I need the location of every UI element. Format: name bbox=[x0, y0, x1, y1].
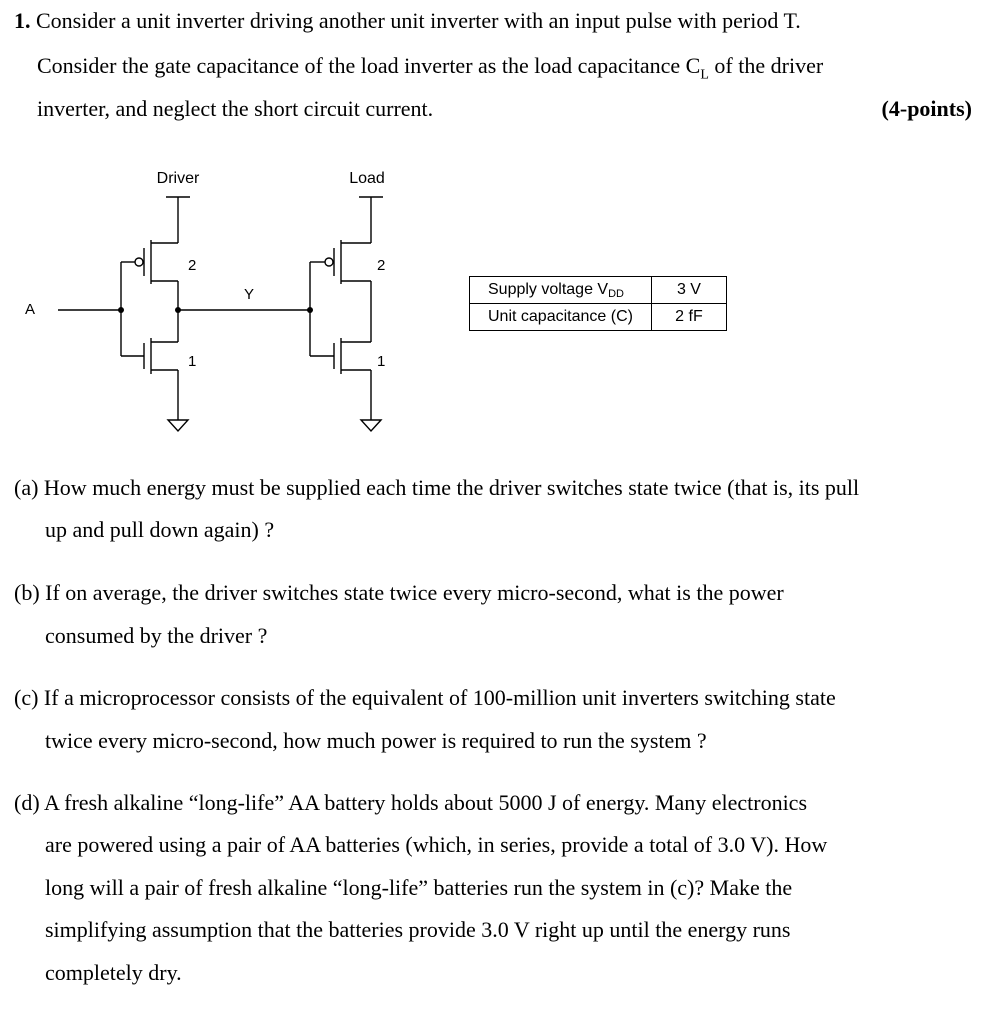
question-d-line-2: are powered using a pair of AA batteries (which, in series, provide a total of 3.0 V). How bbox=[45, 832, 828, 857]
parameter-table bbox=[469, 276, 727, 331]
points-label: (4-points) bbox=[881, 96, 972, 121]
problem-number: 1. bbox=[14, 8, 31, 33]
problem-statement-line-1 bbox=[14, 8, 801, 34]
table-row bbox=[470, 277, 727, 304]
node-y-label: Y bbox=[244, 286, 255, 303]
load-nmos-width: 1 bbox=[377, 353, 386, 370]
table-cell-label: Supply voltage $V_{DD}$ bbox=[470, 277, 652, 304]
question-d-line-5: completely dry. bbox=[45, 960, 182, 985]
question-c-line-1: (c) If a microprocessor consists of the equivalent of 100-million unit inverters switching state bbox=[14, 685, 836, 710]
question-d-line-4: simplifying assumption that the batteries provide 3.0 V right up until the energy runs bbox=[45, 917, 791, 942]
question-c-line-2: twice every micro-second, how much power is required to run the system ? bbox=[45, 728, 707, 753]
problem-text-1: Consider a unit inverter driving another unit inverter with an input pulse with period T. bbox=[36, 8, 801, 33]
table-row bbox=[470, 304, 727, 331]
load-ground-icon bbox=[361, 420, 381, 431]
table-cell-label: Unit capacitance (C) bbox=[470, 304, 652, 331]
input-a-label: A bbox=[25, 301, 36, 318]
problem-statement-line-2 bbox=[37, 53, 823, 88]
driver-pmos-width: 2 bbox=[188, 257, 197, 274]
inverter-circuit-diagram bbox=[0, 150, 470, 450]
input-junction-dot bbox=[118, 307, 124, 313]
question-d-line-3: long will a pair of fresh alkaline “long-life” batteries run the system in (c)? Make the bbox=[45, 875, 793, 900]
driver-label: Driver bbox=[156, 170, 200, 187]
problem-text-2a: Consider the gate capacitance of the load inverter as the load capacitance C bbox=[37, 53, 701, 78]
load-input-junction-dot bbox=[307, 307, 313, 313]
driver-output-junction-dot bbox=[175, 307, 181, 313]
driver-pmos-bubble bbox=[135, 258, 143, 266]
problem-statement-line-3 bbox=[37, 96, 433, 122]
table-cell-value: 3 V bbox=[651, 277, 726, 304]
load-pmos-width: 2 bbox=[377, 257, 386, 274]
problem-text-2b: of the driver bbox=[708, 53, 824, 78]
question-a-line-1: (a) How much energy must be supplied each time the driver switches state twice (that is, its pull bbox=[14, 475, 860, 500]
table-cell-value: 2 fF bbox=[651, 304, 726, 331]
question-d-line-1: (d) A fresh alkaline “long-life” AA battery holds about 5000 J of energy. Many electronics bbox=[14, 790, 808, 815]
driver-ground-icon bbox=[168, 420, 188, 431]
load-cap-subscript: L bbox=[700, 67, 709, 83]
load-label: Load bbox=[349, 170, 385, 187]
question-b-line-1: (b) If on average, the driver switches state twice every micro-second, what is the power bbox=[14, 580, 784, 605]
question-b-line-2: consumed by the driver ? bbox=[45, 623, 268, 648]
question-a-line-2: up and pull down again) ? bbox=[45, 517, 275, 542]
load-pmos-bubble bbox=[325, 258, 333, 266]
driver-nmos-width: 1 bbox=[188, 353, 197, 370]
problem-text-3: inverter, and neglect the short circuit current. bbox=[37, 96, 434, 121]
